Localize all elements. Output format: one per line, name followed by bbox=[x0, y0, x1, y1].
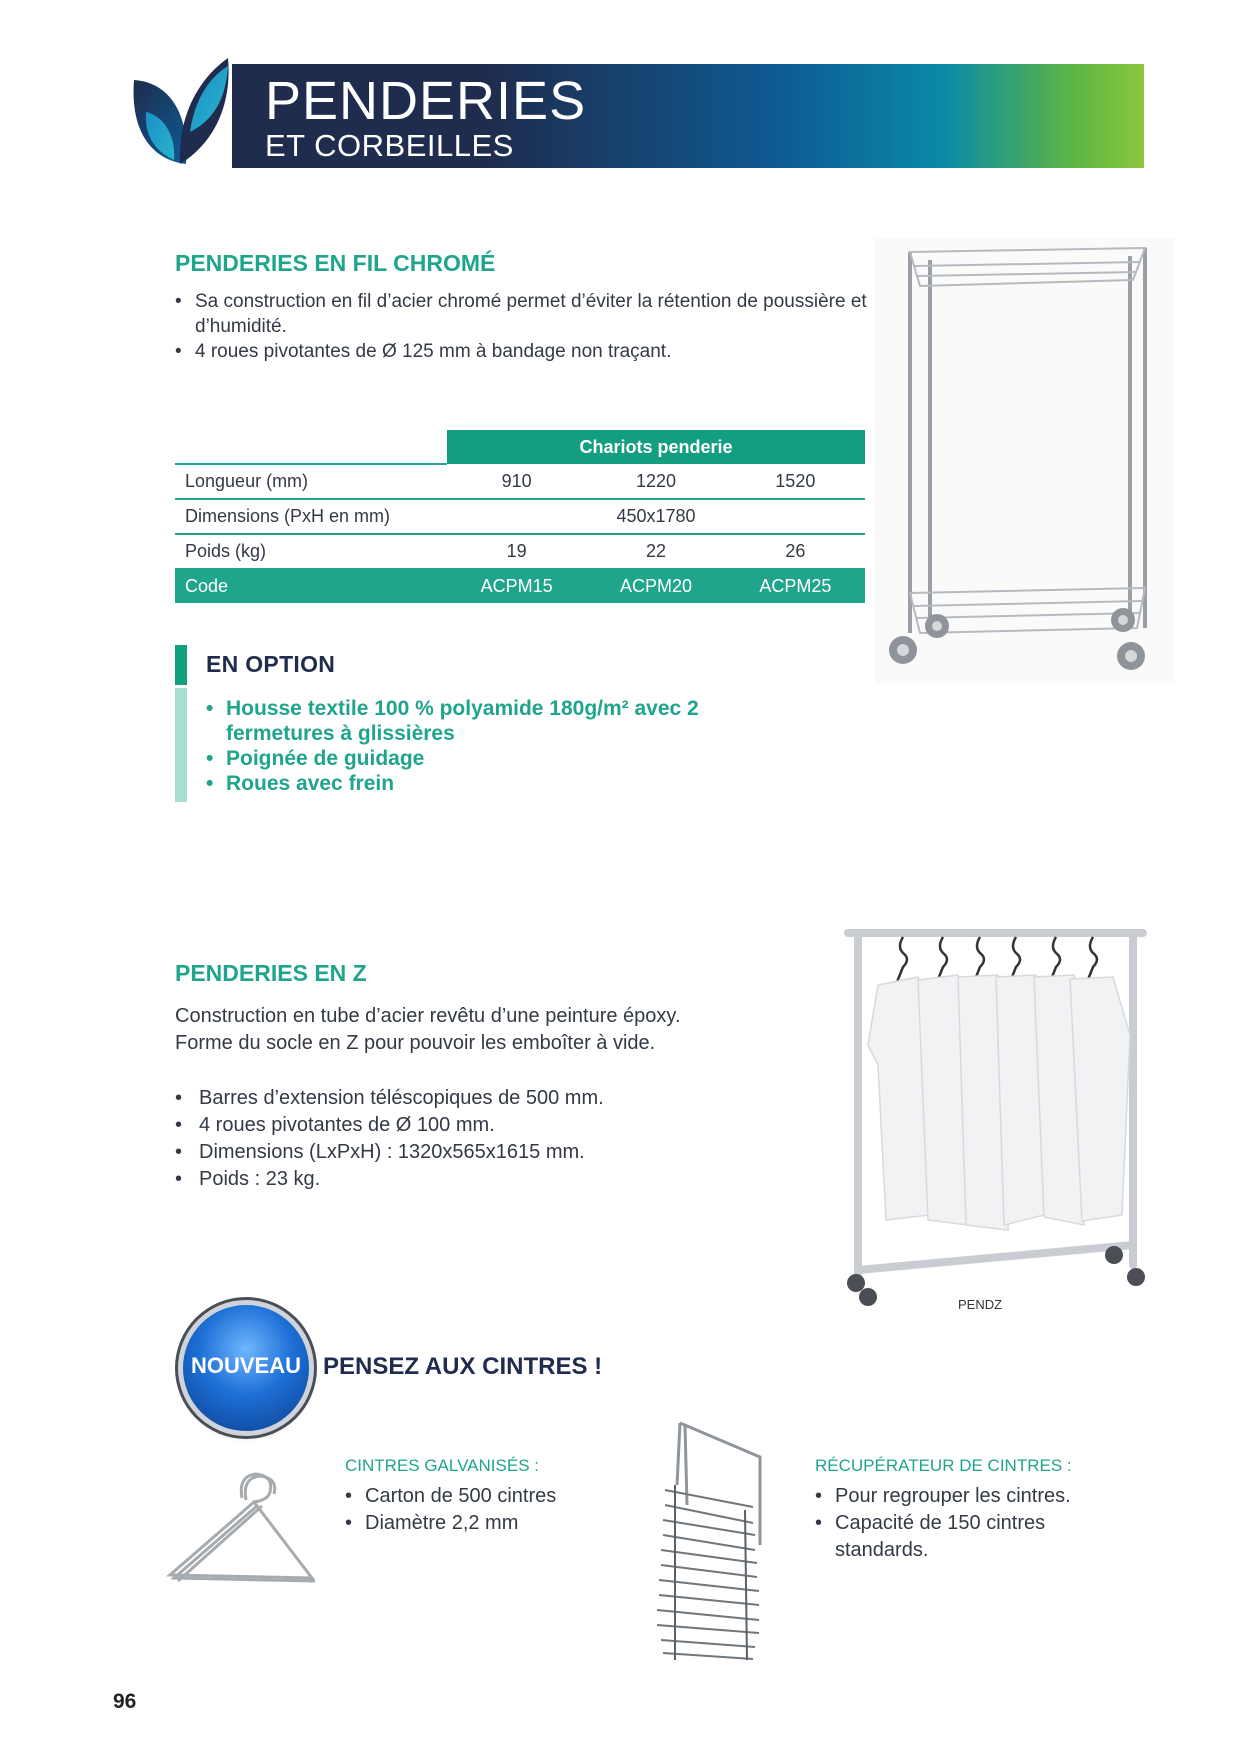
z-bullets bbox=[175, 1085, 775, 1193]
hanger-image bbox=[160, 1450, 320, 1600]
cintres-title: PENSEZ AUX CINTRES ! bbox=[323, 1353, 603, 1380]
table-header: Chariots penderie bbox=[447, 430, 865, 464]
list-item: • 4 roues pivotantes de Ø 125 mm à bandage non traçant. bbox=[175, 339, 875, 364]
chrome-rack-image bbox=[875, 238, 1175, 683]
table-row-code: Code ACPM15 ACPM20 ACPM25 bbox=[175, 569, 865, 603]
list-item: • Dimensions (LxPxH) : 1320x565x1615 mm. bbox=[175, 1139, 775, 1166]
hanger-collector-image bbox=[635, 1415, 785, 1670]
list-item: • Barres d’extension téléscopiques de 500 mm. bbox=[175, 1085, 775, 1112]
recuperateur-list bbox=[815, 1483, 1105, 1564]
option-title: EN OPTION bbox=[206, 651, 336, 677]
galvanises-title: CINTRES GALVANISÉS : bbox=[345, 1456, 539, 1475]
z-rack-image bbox=[838, 925, 1158, 1315]
option-bar bbox=[175, 645, 187, 685]
list-item: • Capacité de 150 cintres standards. bbox=[815, 1510, 1105, 1564]
list-item: • 4 roues pivotantes de Ø 100 mm. bbox=[175, 1112, 775, 1139]
page-number: 96 bbox=[113, 1690, 137, 1713]
list-item: • Sa construction en fil d’acier chromé permet d’éviter la rétention de poussière et d’humidité. bbox=[175, 289, 875, 339]
section-title-chrome: PENDERIES EN FIL CHROMÉ bbox=[175, 250, 496, 276]
spec-table bbox=[175, 430, 865, 603]
nouveau-label: NOUVEAU bbox=[190, 1353, 301, 1378]
recuperateur-title: RÉCUPÉRATEUR DE CINTRES : bbox=[815, 1456, 1072, 1475]
list-item: • Carton de 500 cintres bbox=[345, 1483, 605, 1510]
z-intro: Construction en tube d’acier revêtu d’une peinture époxy. Forme du socle en Z pour pouvoir les emboîter à vide. bbox=[175, 1005, 681, 1054]
list-item: • Poids : 23 kg. bbox=[175, 1166, 775, 1193]
option-list bbox=[206, 696, 706, 796]
section-title-z: PENDERIES EN Z bbox=[175, 960, 367, 986]
table-row: Dimensions (PxH en mm) 450x1780 bbox=[175, 499, 865, 534]
nouveau-badge bbox=[183, 1305, 309, 1431]
table-row: Longueur (mm) 910 1220 1520 bbox=[175, 464, 865, 499]
list-item: • Housse textile 100 % polyamide 180g/m² avec 2 fermetures à glissières bbox=[206, 696, 706, 746]
option-bar-light bbox=[175, 688, 187, 802]
list-item: • Poignée de guidage bbox=[206, 746, 706, 771]
image-caption: PENDZ bbox=[958, 1297, 1003, 1312]
chrome-bullets bbox=[175, 289, 875, 364]
leaf-logo-icon bbox=[128, 52, 238, 172]
header-subtitle: ET CORBEILLES bbox=[265, 128, 514, 163]
table-row: Poids (kg) 19 22 26 bbox=[175, 534, 865, 569]
list-item: • Diamètre 2,2 mm bbox=[345, 1510, 605, 1537]
header-title: PENDERIES bbox=[265, 71, 587, 131]
galvanises-list bbox=[345, 1483, 605, 1537]
list-item: • Pour regrouper les cintres. bbox=[815, 1483, 1105, 1510]
list-item: • Roues avec frein bbox=[206, 771, 706, 796]
